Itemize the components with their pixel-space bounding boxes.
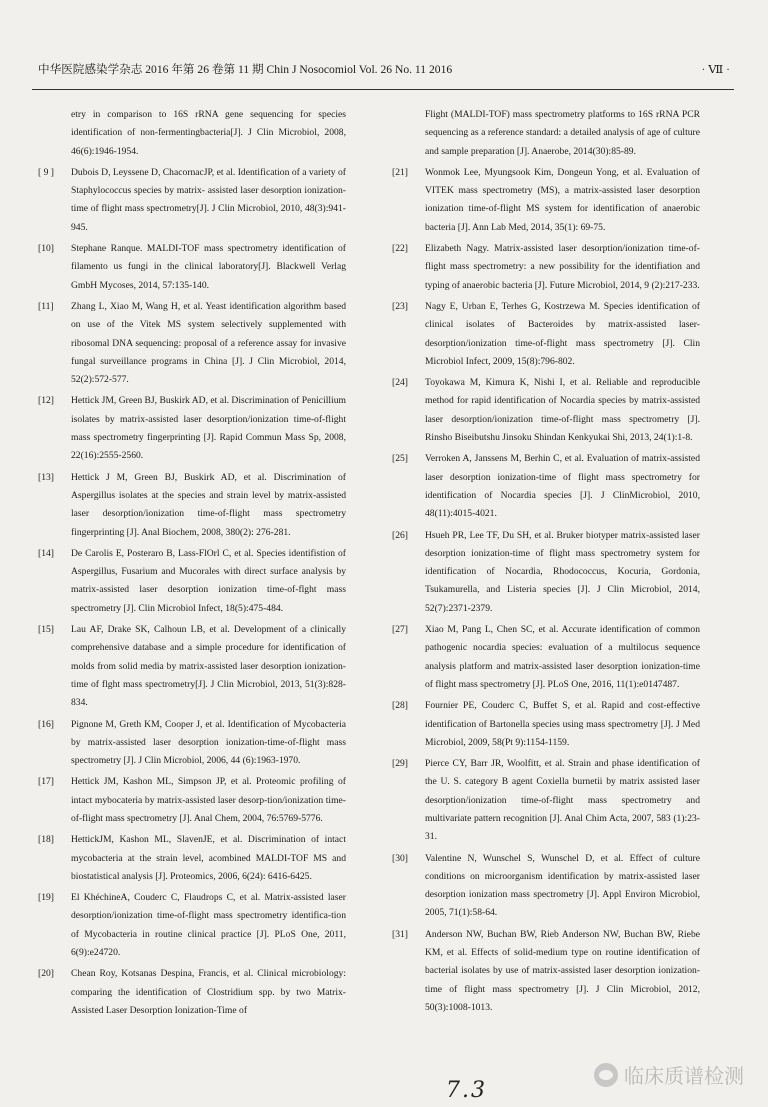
reference-entry (392, 850, 700, 923)
reference-number: [10] (38, 243, 54, 255)
reference-text: Zhang L, Xiao M, Wang H, et al. Yeast identification algorithm based on use of the Vitek MS system selectively supplemented with ribosomal DNA sequencing: proposal of a reference assay for invasive fungal surveillance programs in China [J]. J Clin Microbiol, 2014, 52(2):572-577. (71, 300, 346, 386)
reference-entry (392, 697, 700, 752)
reference-text: Hettick JM, Kashon ML, Simpson JP, et al. Proteomic profiling of intact mybocateria by matrix-assisted laser desorp-tion/ionization time-of-flight mass spectrometry [J]. Anal Chem, 2004, 76:5769-5776. (71, 776, 346, 824)
reference-entry (392, 374, 700, 447)
page-number: · Ⅶ · (701, 63, 730, 76)
reference-text: Dubois D, Leyssene D, ChacornacJP, et al. Identification of a variety of Staphylococcus species by matrix- assisted laser desorption ionization-time of flight mass spectrometry[J]. J Clin Microbiol, 2010, 48(3):941-945. (71, 166, 346, 233)
reference-entry (38, 298, 346, 389)
reference-text: Fournier PE, Couderc C, Buffet S, et al. Rapid and cost-effective identification of Bartonella species using mass spectrometry [J]. J Med Microbiol, 2009, 58(Pt 9):1154-1159. (425, 700, 700, 748)
reference-number: [21] (392, 166, 408, 178)
reference-number: [14] (38, 547, 54, 559)
watermark-text: 临床质谱检测 (624, 1064, 744, 1088)
reference-text: De Carolis E, Posteraro B, Lass-FlOrl C, et al. Species identifistion of Aspergillus, Fusarium and Mucorales with direct surface analysis by matrix-assisted laser desorption ionization time-of-flght mass spectrometry [J]. Clin Microbiol Infect, 18(5):475-484. (71, 547, 346, 614)
reference-entry (38, 965, 346, 1020)
reference-number: [30] (392, 852, 408, 864)
reference-entry (392, 450, 700, 523)
reference-text: Verroken A, Janssens M, Berhin C, et al. Evaluation of matrix-assisted laser desorption ionization-time of flight mass spectrometry for identification of Nocardia species [J]. J ClinMicrobiol, 2010, 48(11):4015-4021. (425, 453, 700, 520)
reference-number: [18] (38, 834, 54, 846)
reference-text: Wonmok Lee, Myungsook Kim, Dongeun Yong, et al. Evaluation of VITEK mass spectrometry (MS), a matrix-assisted laser desorption ionization time-of-flight MS system for identification of anaerobic bacteria [J]. Ann Lab Med, 2014, 35(1): 69-75. (425, 166, 700, 233)
reference-number: [15] (38, 624, 54, 636)
reference-number: [17] (38, 776, 54, 788)
reference-number: [16] (38, 718, 54, 730)
reference-text: Flight (MALDI-TOF) mass spectrometry platforms to 16S rRNA PCR sequencing as a reference standard: a detailed analysis of age of culture and sample preparation [J]. Anaerobe, 2014(30):85-89. (425, 109, 700, 157)
reference-entry (392, 755, 700, 846)
wechat-icon (594, 1063, 618, 1087)
reference-number: [12] (38, 395, 54, 407)
reference-entry (38, 621, 346, 712)
reference-text: El KhéchineA, Couderc C, Flaudrops C, et al. Matrix-assisted laser desorption/ionization time-of-flight mass spectrometry identifica-tion of Mycobacteria in routine clinical practice [J]. PLoS One, 2011, 6(9):e24720. (71, 892, 346, 959)
reference-entry (38, 889, 346, 962)
reference-entry (38, 392, 346, 465)
left-reference-column (38, 106, 346, 1023)
reference-text: Pignone M, Greth KM, Cooper J, et al. Identification of Mycobacteria by matrix-assisted laser desorption ionization-time-of-flight mass spectrometry [J]. J Clin Microbiol, 2006, 44 (6):1963-1970. (71, 718, 346, 767)
reference-entry (38, 164, 346, 237)
reference-text: Lau AF, Drake SK, Calhoun LB, et al. Development of a clinically comprehensive database and a simple procedure for identification of molds from solid media by matrix-assisted laser desorption ionization-time of flght mass spectrometry[J]. J Clin Microbiol, 2013, 51(3):828-834. (71, 624, 346, 709)
reference-entry (38, 773, 346, 828)
reference-text: Xiao M, Pang L, Chen SC, et al. Accurate identification of common pathogenic nocardia species: evaluation of a multilocus sequence analysis platform and matrix-assisted laser desorption ionization-time of flight mass spectrometry [J]. PLoS One, 2016, 11(1):e0147487. (425, 624, 700, 690)
reference-entry (38, 106, 346, 161)
reference-text: Hettick JM, Green BJ, Buskirk AD, et al. Discrimination of Penicillium isolates by matrix-assisted laser desorption/ionization time-of-flight mass spectrometry fingerprinting [J]. Rapid Commun Mass Sp, 2008, 22(16):2555-2560. (71, 395, 346, 462)
journal-header-text: 中华医院感染学杂志 2016 年第 26 卷第 11 期 Chin J Nosocomiol Vol. 26 No. 11 2016 (38, 63, 453, 76)
reference-entry (392, 298, 700, 371)
reference-number: [24] (392, 377, 408, 389)
reference-entry (392, 527, 700, 618)
header-rule (32, 89, 734, 90)
reference-entry (392, 240, 700, 295)
reference-number: [25] (392, 453, 408, 465)
reference-entry (392, 926, 700, 1017)
reference-text: Anderson NW, Buchan BW, Rieb Anderson NW, Buchan BW, Riebe KM, et al. Effects of solid-medium type on routine identification of bacterial isolates by use of matrix-assisted laser desorption ionization-time of flight mass spectrometry [J]. J Clin Microbiol, 2012, 50(3):1008-1013. (425, 928, 700, 1013)
watermark (594, 1060, 744, 1089)
reference-number: [20] (38, 968, 54, 980)
reference-text: Toyokawa M, Kimura K, Nishi I, et al. Reliable and reproducible method for rapid identification of Nocardia species by matrix-assisted laser desorption/ionization time-of-flight mass spectrometry [J]. Rinsho Biseibutshu Jinsoku Shindan Kenkyukai Shi, 2013, 24(1):1-8. (425, 377, 700, 444)
reference-text: Stephane Ranque. MALDI-TOF mass spectrometry identification of filamento us fungi in the clinical laboratory[J]. Blackwell Verlag GmbH Mycoses, 2014, 57:135-140. (71, 243, 346, 291)
reference-text: Nagy E, Urban E, Terhes G, Kostrzewa M. Species identification of clinical isolates of Bacteroides by matrix-assisted laser-desorption/ionization time-of-flight mass spectrometry [J]. Clin Microbiol Infect, 2009, 15(8):796-802. (425, 300, 700, 367)
reference-number: [19] (38, 892, 54, 904)
reference-number: [ 9 ] (38, 166, 54, 178)
reference-text: Pierce CY, Barr JR, Woolfitt, et al. Strain and phase identification of the U. S. category B agent Coxiella burnetii by matrix assisted laser desorption/ionization time-of-flight mass spectrometry and multivariate pattern recognition [J]. Anal Chim Acta, 2007, 583 (1):23-31. (425, 758, 700, 843)
reference-entry (392, 621, 700, 694)
reference-number: [27] (392, 624, 408, 636)
reference-entry (38, 240, 346, 295)
reference-entry (392, 106, 700, 161)
reference-text: Chean Roy, Kotsanas Despina, Francis, et al. Clinical microbiology: comparing the identification of Clostridium spp. by two Matrix-Assisted Laser Desorption Ionization-Time of (71, 968, 346, 1016)
reference-number: [28] (392, 700, 408, 712)
reference-text: Elizabeth Nagy. Matrix-assisted laser desorption/ionization time-of-flight mass spectrometry: a new possibility for the identifiation and typing of anaerobic bacteria [J]. Future Microbiol, 2014, 9 (2):217-233. (425, 243, 700, 291)
reference-text: Hsueh PR, Lee TF, Du SH, et al. Bruker biotyper matrix-assisted laser desorption ionization-time of flight mass spectrometry system for identification of Nocardia, Rhodococcus, Kocuria, Gordonia, Tsukamurella, and Listeria species [J]. J Clin Microbiol, 2014, 52(7):2371-2379. (425, 529, 700, 614)
reference-text: etry in comparison to 16S rRNA gene sequencing for species identification of non-fermentingbacteria[J]. J Clin Microbiol, 2008, 46(6):1946-1954. (71, 109, 346, 157)
reference-entry (38, 716, 346, 771)
reference-number: [31] (392, 928, 408, 940)
reference-number: [22] (392, 243, 408, 255)
reference-text: Hettick J M, Green BJ, Buskirk AD, et al. Discrimination of Aspergillus isolates at the species and strain level by matrix-assisted laser desorption/ionization time-of-flight mass spectrometry fingerprinting [J]. Anal Biochem, 2008, 380(2): 276-281. (71, 471, 346, 538)
reference-text: HettickJM, Kashon ML, SlavenJE, et al. Discrimination of intact mycobacteria at the strain level, acombined MALDI-TOF MS and biostatistical analysis [J]. Proteomics, 2006, 6(24): 6416-6425. (71, 834, 346, 882)
reference-entry (38, 469, 346, 542)
reference-number: [29] (392, 758, 408, 770)
reference-number: [26] (392, 529, 408, 541)
reference-entry (38, 831, 346, 886)
reference-number: [13] (38, 471, 54, 483)
reference-entry (38, 545, 346, 618)
reference-entry (392, 164, 700, 237)
right-reference-column (392, 106, 700, 1020)
reference-number: [11] (38, 300, 54, 312)
running-header (38, 62, 730, 78)
reference-text: Valentine N, Wunschel S, Wunschel D, et al. Effect of culture conditions on microorganism identification by matrix-assisted laser desorption ionization mass spectrometry [J]. Appl Environ Microbiol, 2005, 71(1):58-64. (425, 852, 700, 919)
reference-number: [23] (392, 300, 408, 312)
handwritten-mark: 7.3 (446, 1078, 487, 1103)
